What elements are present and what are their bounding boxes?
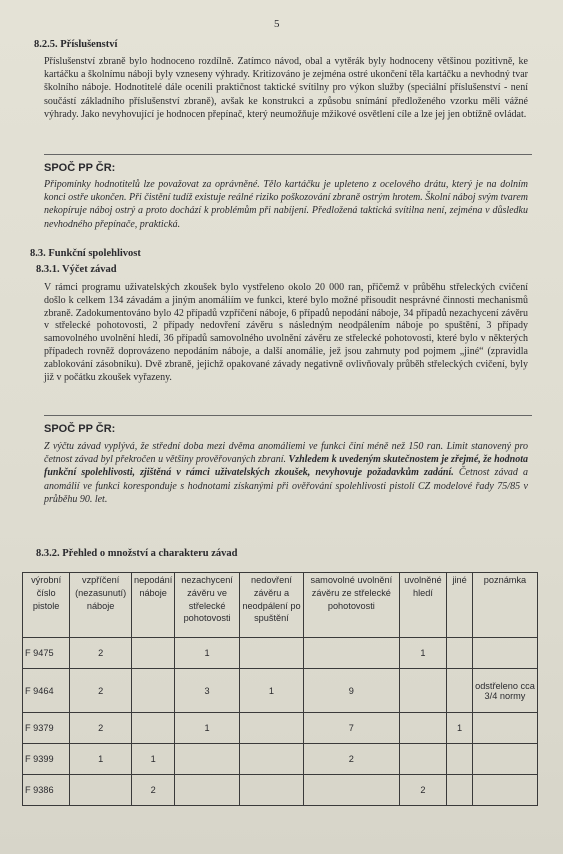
table-cell: 2	[131, 775, 174, 806]
table-row	[23, 669, 538, 713]
table-cell: F 9379	[23, 713, 70, 744]
table-cell: F 9399	[23, 744, 70, 775]
column-header: nezachycení závěru ve střelecké pohotovosti	[175, 573, 240, 638]
table-cell	[239, 744, 303, 775]
section-heading-8-3: 8.3. Funkční spolehlivost	[30, 248, 141, 259]
table-cell: 3	[175, 669, 240, 713]
table-cell: 2	[70, 669, 132, 713]
column-header: vzpříčení (nezasunutí) náboje	[70, 573, 132, 638]
table-cell: 2	[70, 638, 132, 669]
table-cell	[399, 713, 447, 744]
spoc-heading-2: SPOČ PP ČR:	[44, 423, 116, 435]
section-heading-8-2-5: 8.2.5. Příslušenství	[34, 39, 118, 50]
column-header: nepodání náboje	[131, 573, 174, 638]
table-cell: 9	[304, 669, 400, 713]
column-header: uvolněné hledí	[399, 573, 447, 638]
column-header: samovolné uvolnění závěru ze střelecké pohotovosti	[304, 573, 400, 638]
table-cell: 1	[175, 713, 240, 744]
table-cell	[131, 713, 174, 744]
table-cell: 2	[399, 775, 447, 806]
table-cell	[399, 744, 447, 775]
table-row	[23, 638, 538, 669]
table-cell	[472, 713, 537, 744]
table-cell: 1	[175, 638, 240, 669]
table-cell: 7	[304, 713, 400, 744]
table-cell	[239, 775, 303, 806]
divider	[44, 154, 532, 155]
table-cell: F 9386	[23, 775, 70, 806]
table-cell	[472, 744, 537, 775]
table-cell	[239, 638, 303, 669]
table-cell: F 9475	[23, 638, 70, 669]
table-cell: F 9464	[23, 669, 70, 713]
table-cell	[239, 713, 303, 744]
table-cell	[472, 775, 537, 806]
table-cell: 1	[447, 713, 473, 744]
spoc-body-2	[44, 440, 528, 506]
divider	[44, 415, 532, 416]
spoc-body-2-bold: Vzhledem k uvedeným skutečnostem je zřejmé, že hodnota funkční spolehlivosti, zjištěná v rámci uživatelských zkoušek, nevyhovuje požadavkům zadání.	[44, 454, 529, 479]
section-body-8-3-1: V rámci programu uživatelských zkoušek bylo vystřeleno okolo 20 000 ran, přičemž v průběhu střeleckých cvičení došlo k celkem 134 závadám a jiným anomáliím ve funkci, které bylo možné přisoudit nesprávné činnosti mechanismů zbraně. Zadokumentováno bylo 42 případů vzpříčení náboje, 6 případů nepodání náboje, 34 případů nezachycení závěru v střelecké pohotovosti, 2 případy nedovření závěru s následným neodpálením náboje po spuštění, 3 případy samovolného uvolnění hledí, 36 případů samovolného uvolnění závěru ze střelecké pohotovosti, které bylo v některých případech rovněž doprovázeno nepodáním náboje, a další anomálie, jež jsou zahrnuty pod pojmem „jiné“ (zpravidla zablokování zásobníku). Dvě zbraně, jejichž opakované závady negativně ovlivňovaly průběh střeleckých cvičení, byly již v počátku zkoušek vyřazeny.	[44, 282, 528, 383]
table-cell	[447, 744, 473, 775]
table-row	[23, 744, 538, 775]
column-header: jiné	[447, 573, 473, 638]
table-cell	[447, 638, 473, 669]
section-body-8-2-5: Příslušenství zbraně bylo hodnoceno rozdílně. Zatímco návod, obal a vytěrák byly hodnoceny většinou pozitivně, ke kartáčku a školnímu náboji byly vzneseny výhrady. Kritizováno je zejména ostré ukončení těla kartáčku a nevhodný tvar školního náboje. Hodnotitelé dále ocenili praktičnost taktické svítilny pro výkon služby (speciální příslušenství - není součástí základního příslušenství zbraně), avšak ke konstrukci a způsobu snímání předloženého vzorku měli vážné výhrady. Jako nevyhovující je hodnocen přepínač, který neumožňuje mžikové osvětlení cíle a lze jej jen obtížně ovládat.	[44, 56, 528, 120]
table-cell: 2	[70, 713, 132, 744]
spoc-body-2-part1: Z výčtu závad vyplývá, že střední doba mezi dvěma anomáliemi ve funkci činí méně než 150 ran. Limit stanovený pro četnost závad byl překročen u většiny prověřovaných zbraní.	[44, 441, 528, 466]
table-cell	[472, 638, 537, 669]
table-cell: 1	[131, 744, 174, 775]
column-header: poznámka	[472, 573, 537, 638]
spoc-body-2-part2: Četnost závad a anomálií ve funkci koresponduje s hodnotami získanými při ověřování spolehlivosti pistolí CZ modelové řady 75/85 v průběhu 90. let.	[44, 467, 529, 505]
spoc-heading-1: SPOČ PP ČR:	[44, 162, 116, 174]
table-row	[23, 775, 538, 806]
table-cell	[304, 638, 400, 669]
table-cell	[175, 744, 240, 775]
table-cell: 2	[304, 744, 400, 775]
table-cell: 1	[399, 638, 447, 669]
table-cell	[70, 775, 132, 806]
section-heading-8-3-2: 8.3.2. Přehled o množství a charakteru závad	[36, 548, 238, 559]
table-row	[23, 713, 538, 744]
table-header-row	[23, 573, 538, 638]
table-cell: 1	[239, 669, 303, 713]
table-cell: odstřeleno cca 3/4 normy	[472, 669, 537, 713]
table-cell	[304, 775, 400, 806]
spoc-body-1: Připomínky hodnotitelů lze považovat za oprávněné. Tělo kartáčku je upleteno z ocelového drátu, který je na dolním konci ostře ukončen. Při čistění tudíž existuje reálné riziko poškozování zbraně ostrým hrotem. Školní náboj svým tvarem nekopíruje náboj ostrý a proto dochází k problémům při nabíjení. Předložená taktická svítilna není, zejména v důsledku nevhodného přepínače, praktická.	[44, 179, 528, 230]
table-cell: 1	[70, 744, 132, 775]
page-number: 5	[274, 18, 280, 30]
table-cell	[399, 669, 447, 713]
column-header: nedovření závěru a neodpálení po spuštění	[239, 573, 303, 638]
column-header: výrobní číslo pistole	[23, 573, 70, 638]
table-cell	[131, 669, 174, 713]
table-cell	[131, 638, 174, 669]
table-cell	[447, 775, 473, 806]
section-heading-8-3-1: 8.3.1. Výčet závad	[36, 264, 117, 275]
table-cell	[175, 775, 240, 806]
table-cell	[447, 669, 473, 713]
defects-table	[22, 572, 538, 806]
